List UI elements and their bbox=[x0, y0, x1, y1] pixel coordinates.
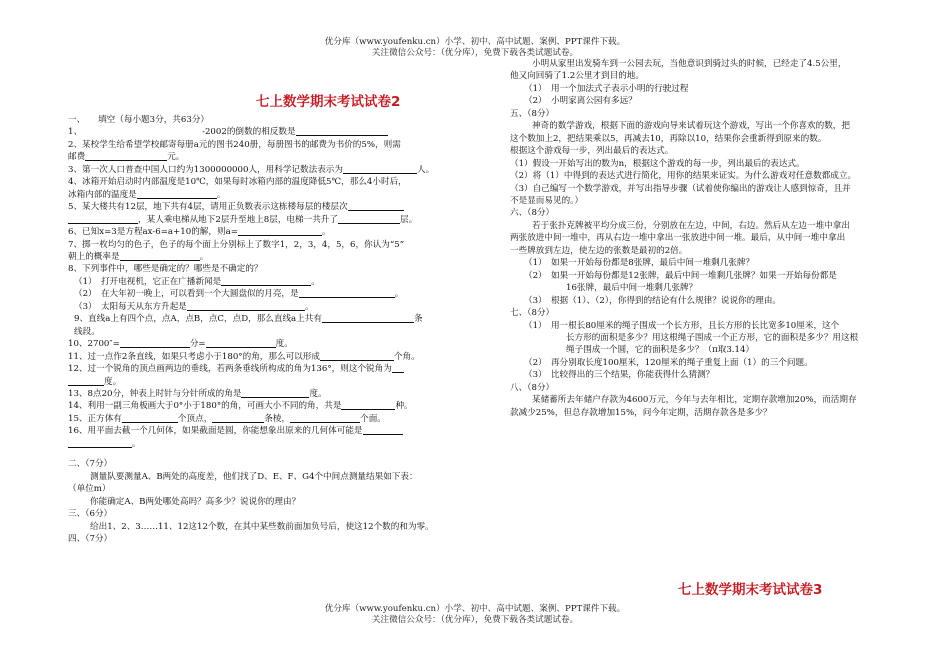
q14-text-b: 种。 bbox=[395, 401, 413, 412]
section-7-question-3: （3） 比较得出的三个结果，你能获得什么猜测？ bbox=[524, 370, 715, 381]
section-2-text-1: 测量队要测量A、B两处的高度差，他们找了D、E、F、G4个中间点测量结果如下表： bbox=[90, 471, 418, 482]
header-line-1: 优分库（www.youfenku.cn）小学、初中、高中试题、案例、PPT课件下载。 bbox=[324, 37, 626, 47]
q1-number: 1、 bbox=[68, 127, 83, 138]
q15-text-d: 个面。 bbox=[360, 413, 386, 424]
question-15 bbox=[68, 413, 463, 425]
section-7-question-2: （2） 再分别取长度100厘米，120厘米的绳子重复上面（1）的三个问题。 bbox=[524, 357, 813, 368]
section-8-text-2: 款减少25%，但总存款增加15%，问今年定期，活期存款各是多少？ bbox=[510, 407, 772, 418]
q5-text-c: 层。 bbox=[400, 214, 418, 225]
q14-blank bbox=[341, 400, 395, 410]
q13-blank bbox=[241, 388, 309, 398]
q8-1-text: （1） 打开电视机，它正在广播新闻是 bbox=[74, 276, 222, 287]
q8-1-end: 。 bbox=[311, 276, 320, 287]
question-3 bbox=[68, 164, 463, 176]
section-5-text-5: （2）将（1）中得到的表达式进行简化，用你的结果来证实。为什么游戏对任意数都成立。 bbox=[510, 171, 857, 182]
question-8-1 bbox=[68, 276, 463, 288]
question-9-cont: 线段。 bbox=[74, 326, 100, 337]
question-16-cont bbox=[68, 438, 463, 450]
question-9 bbox=[68, 313, 463, 325]
section-3-heading: 三、（6分） bbox=[68, 509, 113, 520]
question-8-2 bbox=[68, 288, 463, 300]
q15-blank-1 bbox=[122, 413, 178, 423]
q10-blank-1 bbox=[120, 338, 190, 348]
section-3-text-1: 给出1、2、3……11、12这12个数，在其中某些数前面加负号后，使这12个数的和为零。 bbox=[90, 521, 434, 532]
section-4-text-1: 小明从家里出发骑车到一公园去玩，当他意识到骑过头的时候，已经走了4.5公里， bbox=[532, 59, 847, 69]
q6-blank bbox=[238, 226, 322, 236]
section-2-heading: 二、（7分） bbox=[68, 459, 113, 470]
q8-1-blank bbox=[221, 276, 311, 286]
question-12 bbox=[68, 363, 463, 375]
question-10 bbox=[68, 338, 463, 350]
section-6-question-1: （1） 如果一开始每份都是8张牌，最后中间一堆剩几张牌？ bbox=[524, 258, 755, 269]
section-5-text-2: 这个数加上2，把结果乘以5，再减去10，再除以10，结果你会重新得到原来的数。 bbox=[510, 133, 827, 144]
q16-blank-1 bbox=[363, 425, 403, 435]
section-5-text-1: 神奇的数学游戏，根据下面的游戏向导来试着玩这个游戏，写出一个你喜欢的数，把 bbox=[532, 121, 850, 132]
section-4-question-1: （1） 用一个加法式子表示小明的行驶过程 bbox=[524, 83, 689, 94]
q5-blank-3 bbox=[338, 214, 400, 224]
section-6-text-3: 一些牌放到左边，使左边的张数是最初的2倍。 bbox=[510, 245, 688, 256]
section-7-question-1-cont-2: 绳子围成一个圆，它的面积是多少？（π取3.14） bbox=[566, 345, 755, 356]
section-4-question-2: （2） 小明家离公园有多远？ bbox=[524, 96, 637, 107]
exam-title-2: 七上数学期末考试试卷2 bbox=[256, 94, 401, 110]
q5-text-b: ，某人乘电梯从地下2层升至地上8层，电梯一共升了 bbox=[138, 214, 338, 225]
q13-text: 13、8点20分，钟表上时针与分针所成的角是 bbox=[68, 388, 242, 399]
section-7-question-1: （1） 用一根长80厘米的绳子围成一个长方形，且长方形的长比宽多10厘米，这个 bbox=[524, 320, 840, 331]
q15-text-b: 个顶点， bbox=[177, 413, 213, 424]
section-6-question-3: （3） 根据（1）、（2），你得到的结论有什么规律？说说你的理由。 bbox=[524, 295, 782, 306]
question-5 bbox=[68, 201, 463, 213]
exam-title-3: 七上数学期末考试试卷3 bbox=[678, 582, 823, 598]
q9-text-b: 条 bbox=[413, 314, 423, 325]
section-7-heading: 七、（8分） bbox=[510, 308, 555, 319]
header-line-2: 关注微信公众号：（优分库），免费下载各类试题试卷。 bbox=[371, 48, 579, 59]
question-1 bbox=[68, 126, 463, 138]
section-5-heading: 五、（8分） bbox=[510, 108, 555, 119]
section-5-text-6: （3）自己编写一个数学游戏，并写出指导步骤（试着使你编出的游戏让人感到惊奇，且并 bbox=[510, 183, 851, 194]
q7-text-b: 朝上的概率是 bbox=[68, 251, 120, 262]
q2-blank bbox=[85, 151, 167, 161]
left-column bbox=[68, 114, 463, 545]
q3-blank bbox=[343, 164, 417, 174]
question-16 bbox=[68, 425, 463, 437]
q8-3-blank bbox=[187, 301, 305, 311]
q6-text: 6、已知x=3是方程ax-6=a+10的解，则a= bbox=[68, 227, 238, 238]
question-12-cont bbox=[68, 376, 463, 388]
question-14 bbox=[68, 400, 463, 412]
q12-text-b: 度。 bbox=[104, 376, 122, 387]
q12-blank-2 bbox=[68, 376, 104, 386]
section-7-question-1-cont-1: 长方形的面积是多少？用这根绳子围成一个正方形，它的面积是多少？用这根 bbox=[566, 332, 859, 343]
section-6-text-1: 若于张扑克牌被平均分成三份，分别放在左边，中间，右边。然后从左边一堆中拿出 bbox=[532, 220, 850, 231]
q16-blank-2 bbox=[68, 438, 132, 448]
page-footer bbox=[0, 604, 950, 626]
q14-text: 14、利用一副三角板画大于0°小于180°的角，可画大小不同的角，共是 bbox=[68, 401, 342, 412]
q11-text: 11、过一点作2条直线，如果只考虑小于180°的角，那么可以形成 bbox=[68, 351, 320, 362]
section-6-heading: 六、（8分） bbox=[510, 208, 555, 219]
question-5-cont bbox=[68, 214, 463, 226]
q16-text-b: 。 bbox=[132, 438, 141, 449]
q13-text-b: 度。 bbox=[309, 388, 327, 399]
q8-2-end: 。 bbox=[394, 289, 404, 300]
question-8: 8、下列事件中，哪些是确定的？哪些是不确定的？ bbox=[68, 264, 263, 275]
q2-text-b: 邮费 bbox=[68, 152, 86, 163]
q5-blank-2 bbox=[68, 214, 138, 224]
section-6-text-2: 两张放进中间一堆中，再从右边一堆中拿出一张放进中间一堆。最后，从中间一堆中拿出 bbox=[510, 233, 846, 244]
q10-blank-2 bbox=[206, 338, 276, 348]
q4-text-c: 。 bbox=[216, 189, 226, 200]
q8-2-blank bbox=[299, 288, 395, 298]
section-2-text-3: 你能确定A、B两处哪处高吗？高多少？说说你的理由？ bbox=[90, 496, 301, 507]
section-6-question-2: （2） 如果一开始每份都是12张牌，最后中间一堆剩几张牌？如果一开始每份都是 bbox=[524, 270, 837, 281]
section-8-text-1: 某储蓄所去年储户存款为4600万元，今年与去年相比，定期存款增加20%，而活期存 bbox=[532, 395, 857, 406]
q10-text-b: 分= bbox=[189, 339, 206, 350]
section-5-text-7: 不是显而易见的。） bbox=[510, 195, 584, 206]
q16-text: 16、用平面去截一个几何体，如果截面是圆，你能想象出原来的几何体可能是 bbox=[68, 426, 363, 437]
q15-blank-2 bbox=[212, 413, 264, 423]
q3-text: 3、第一次人口普查中国人口约为1300000000人，用科学记数法表示为 bbox=[68, 164, 343, 175]
q8-3-text: （3） 太阳每天从东方升起是 bbox=[74, 301, 187, 312]
q9-text: 9、直线a上有四个点，点A，点B，点C，点D，那么直线a上共有 bbox=[74, 314, 322, 325]
q8-3-end: 。 bbox=[304, 301, 314, 312]
question-13 bbox=[68, 388, 463, 400]
q15-blank-3 bbox=[290, 413, 360, 423]
q7-text-c: 。 bbox=[199, 251, 209, 262]
q10-text: 10、2700″= bbox=[68, 339, 120, 350]
question-7-cont bbox=[68, 251, 463, 263]
q8-2-text: （2） 在大年初一晚上，可以看到一个大圆盘似的月亮，是 bbox=[74, 289, 299, 300]
section-2-text-2: （单位m） bbox=[68, 484, 111, 495]
section-6-question-2-cont: 16张牌，最后中间一堆剩几张牌？ bbox=[566, 283, 698, 294]
section-5-text-4: （1）假设一开始写出的数为n，根据这个游戏的每一步，列出最后的表达式。 bbox=[510, 158, 805, 169]
footer-line-2: 关注微信公众号：（优分库），免费下载各类试题试卷。 bbox=[371, 615, 579, 626]
q1-text: -2002的倒数的相反数是 bbox=[202, 127, 296, 138]
q3-text-b: 人。 bbox=[417, 164, 435, 175]
q4-text-b: 冰箱内部的温度是 bbox=[68, 189, 137, 200]
q10-text-c: 度。 bbox=[275, 339, 293, 350]
q4-blank bbox=[137, 189, 217, 199]
question-11 bbox=[68, 351, 463, 363]
q15-text: 15、正方体有 bbox=[68, 413, 122, 424]
section-5-text-3: 根据这个游戏每一步，列出最后的表达式。 bbox=[510, 146, 674, 157]
footer-line-1: 优分库（www.youfenku.cn）小学、初中、高中试题、案例、PPT课件下载。 bbox=[324, 604, 626, 614]
q12-blank-1 bbox=[392, 363, 404, 373]
right-column bbox=[510, 58, 905, 419]
q2-text: 2、某校学生给希望学校邮寄每册a元的图书240册，每册图书的邮费为书价的5%，则需 bbox=[68, 139, 401, 150]
q7-blank bbox=[120, 251, 200, 261]
q11-text-b: 个角。 bbox=[393, 351, 420, 362]
question-4-cont bbox=[68, 189, 463, 201]
section-4-heading: 四、（7分） bbox=[68, 533, 113, 544]
question-2-cont bbox=[68, 151, 463, 163]
q9-blank bbox=[322, 313, 414, 323]
q6-text-b: 。 bbox=[321, 227, 331, 238]
q11-blank bbox=[320, 351, 394, 361]
section-4-text-2: 他又向回骑了1.2公里才到目的地。 bbox=[510, 71, 644, 82]
q2-text-c: 元。 bbox=[167, 152, 185, 163]
question-6 bbox=[68, 226, 463, 238]
question-2 bbox=[68, 139, 463, 151]
q5-text: 5、某大楼共有12层，地下共有4层，请用正负数表示这栋楼每层的楼层次 bbox=[68, 202, 348, 213]
question-8-3 bbox=[68, 301, 463, 313]
q12-text: 12、过一个锐角的顶点画两边的垂线，若两条垂线所构成的角为136°，则这个锐角为 bbox=[68, 364, 392, 375]
q5-blank-1 bbox=[348, 201, 404, 211]
question-4: 4、冰箱开始启动时内部温度是10℃，如果每时冰箱内部的温度降低5℃，那么4小时后， bbox=[68, 177, 407, 188]
section-8-heading: 八、（8分） bbox=[510, 382, 555, 393]
section-1-heading: 一、 填空（每小题3分，共63分） bbox=[68, 115, 210, 125]
q1-blank bbox=[296, 126, 388, 136]
question-7: 7、掷一枚均匀的色子，色子的每个面上分别标上了数字1，2，3，4，5，6，你认为“5” bbox=[68, 239, 405, 250]
q15-text-c: 条棱， bbox=[264, 413, 291, 424]
page-header bbox=[0, 37, 950, 59]
